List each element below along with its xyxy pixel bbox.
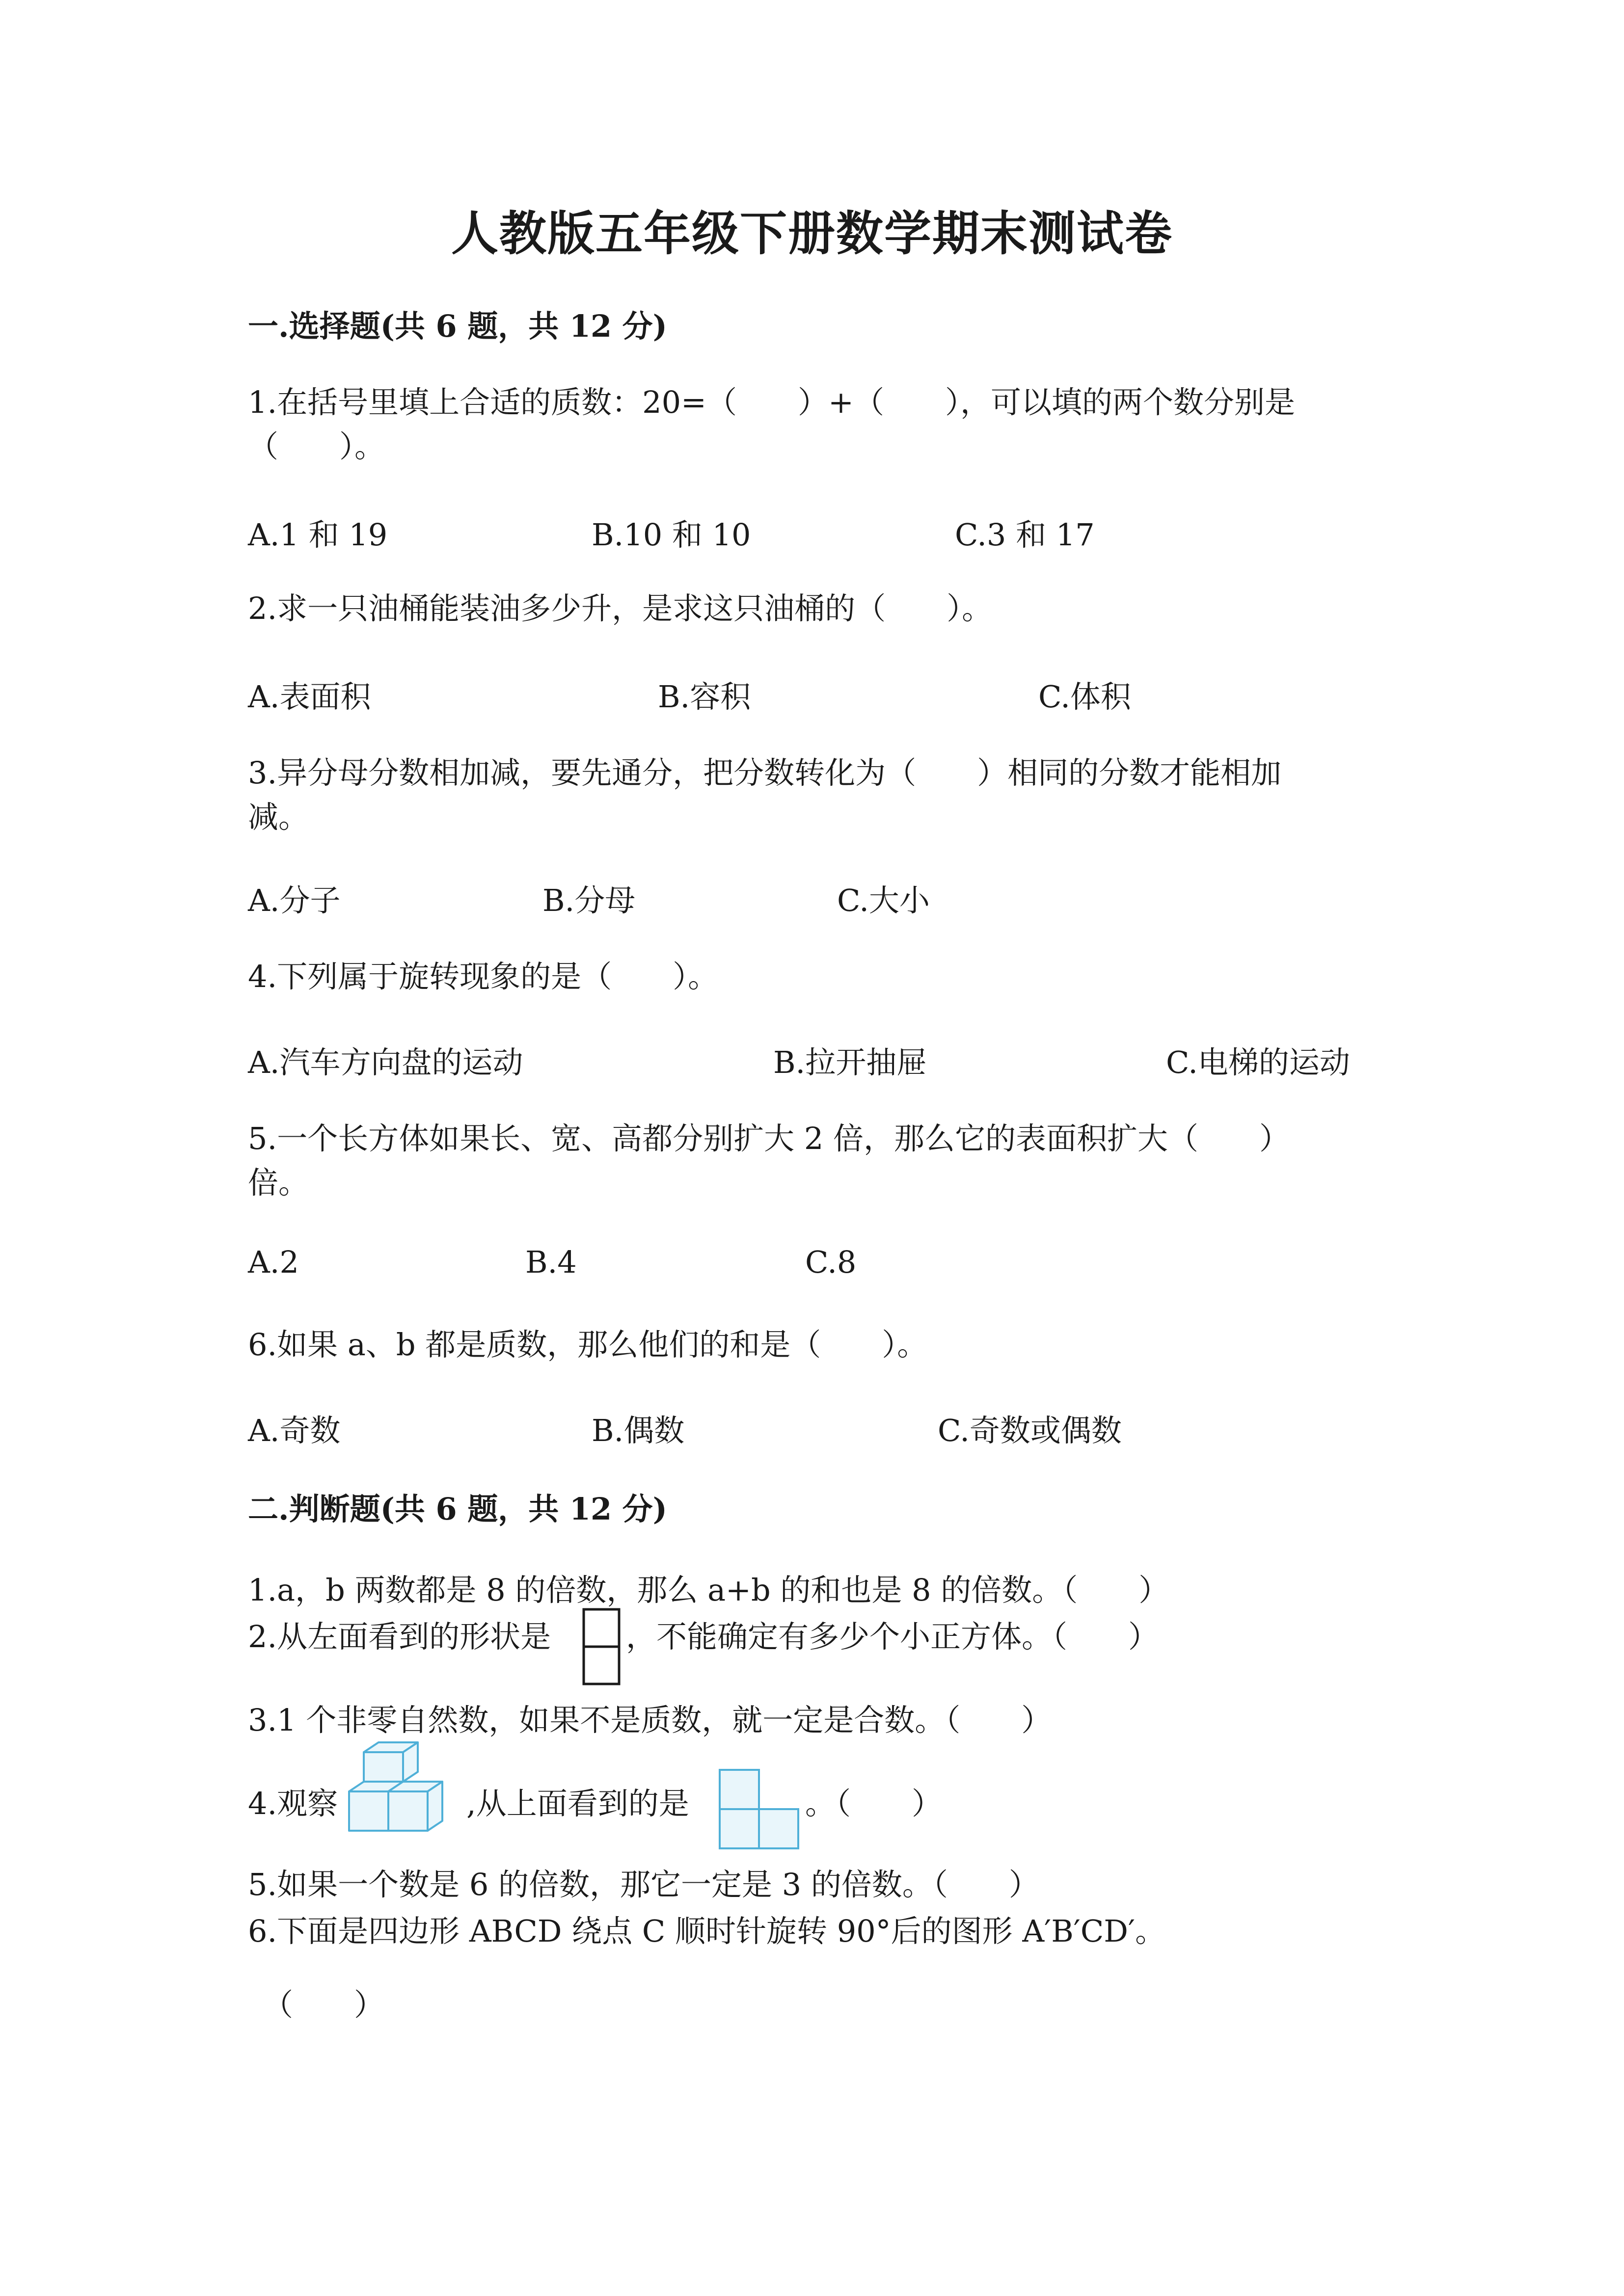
option-b: B.4 [525,1244,577,1280]
question-stem-cont: 减。 [248,799,309,835]
choice-question-6 [248,1323,1392,1367]
option-c: C.电梯的运动 [1166,1044,1350,1080]
judge-question-4-end: 。（ ） [805,1786,943,1821]
judge-question-3: 3.1 个非零自然数，如果不是质数，就一定是合数。（ ） [248,1702,1052,1738]
section-heading-judgment: 二.判断题(共 6 题，共 12 分) [248,1491,668,1527]
option-a: A.奇数 [248,1413,341,1448]
answer-parentheses: （ ） [263,1987,385,2023]
choice-question-1 [248,380,1392,469]
top-view-figure [717,1767,805,1855]
option-c: C.体积 [1038,679,1131,715]
cube-stack-figure [346,1737,464,1855]
question-stem-cont: （ ）。 [248,428,385,464]
option-a: A.表面积 [248,679,371,715]
option-b: B.10 和 10 [592,517,751,553]
option-b: B.分母 [542,882,636,918]
section-heading-choice: 一.选择题(共 6 题，共 12 分) [248,308,668,344]
option-a: A.2 [248,1244,299,1280]
judge-question-4-start: 4.观察 [248,1786,338,1821]
judge-question-2-start: 2.从左面看到的形状是 [248,1619,551,1655]
question-stem: 5.一个长方体如果长、宽、高都分别扩大 2 倍，那么它的表面积扩大（ ） [248,1121,1290,1156]
choice-question-5 [248,1117,1392,1205]
option-a: A.1 和 19 [248,517,388,553]
question-stem: 6.如果 a、b 都是质数，那么他们的和是（ ）。 [248,1327,928,1362]
question-stem-cont: 倍。 [248,1165,309,1201]
page-title: 人教版五年级下册数学期末测试卷 [451,206,1173,261]
option-c: C.8 [805,1244,857,1280]
option-c: C.奇数或偶数 [938,1413,1122,1448]
judge-question-1: 1.a，b 两数都是 8 的倍数，那么 a+b 的和也是 8 的倍数。（ ） [248,1572,1169,1608]
side-view-figure [582,1607,621,1686]
question-stem: 4.下列属于旋转现象的是（ ）。 [248,959,719,994]
option-b: B.拉开抽屉 [773,1044,927,1080]
question-stem: 1.在括号里填上合适的质数：20=（ ）+（ ），可以填的两个数分别是 [248,384,1295,420]
option-c: C.3 和 17 [955,517,1095,553]
judge-question-2-end: ，不能确定有多少个小正方体。（ ） [626,1619,1159,1655]
option-b: B.容积 [658,679,751,715]
option-a: A.汽车方向盘的运动 [248,1044,523,1080]
judge-question-4-mid: ,从上面看到的是 [466,1786,689,1821]
option-a: A.分子 [248,882,341,918]
choice-question-3 [248,751,1392,839]
question-stem: 2.求一只油桶能装油多少升，是求这只油桶的（ ）。 [248,590,993,626]
option-b: B.偶数 [592,1413,685,1448]
judge-question-5: 5.如果一个数是 6 的倍数，那它一定是 3 的倍数。（ ） [248,1867,1039,1902]
option-c: C.大小 [837,882,930,918]
choice-question-4 [248,955,1392,999]
question-stem: 3.异分母分数相加减，要先通分，把分数转化为（ ）相同的分数才能相加 [248,755,1282,791]
choice-question-2 [248,587,1392,631]
judge-question-6: 6.下面是四边形 ABCD 绕点 C 顺时针旋转 90°后的图形 A′B′CD′。 [248,1913,1166,1949]
